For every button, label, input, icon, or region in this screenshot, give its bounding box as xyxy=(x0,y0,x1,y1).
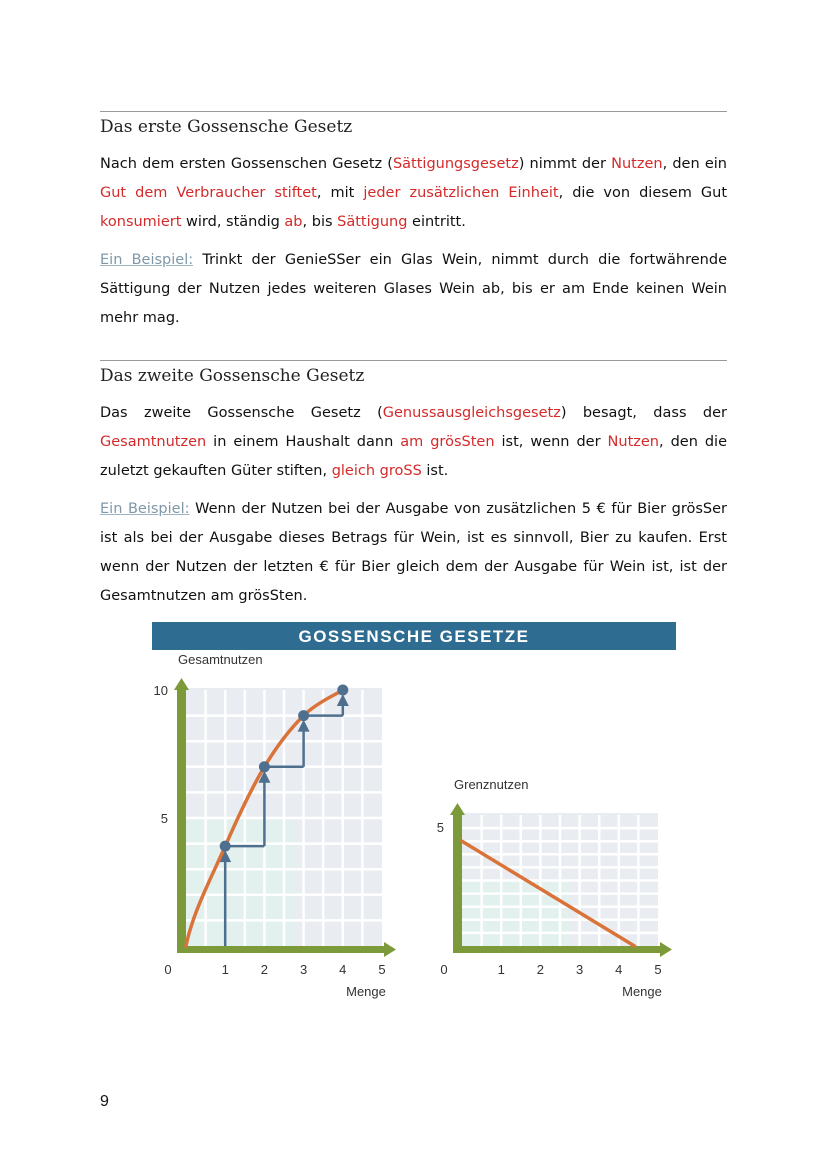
highlighted-term: konsumiert xyxy=(100,214,182,230)
x-tick-label: 5 xyxy=(654,962,662,977)
y-axis-arrowhead xyxy=(450,803,465,815)
paragraph-text: , mit xyxy=(316,185,364,201)
plot-shading xyxy=(462,881,570,947)
paragraph-text: eintritt. xyxy=(407,214,466,230)
plot-shading xyxy=(186,818,294,946)
x-tick-label: 1 xyxy=(221,962,229,977)
x-axis-label: Menge xyxy=(346,984,386,999)
paragraph-text: wird, ständig xyxy=(181,214,285,230)
section-divider-1 xyxy=(100,111,727,112)
highlighted-term: Genussausgleichsgesetz xyxy=(382,405,561,421)
example-text: Trinkt der GenieSSer ein Glas Wein, nimmt durch die fortwährende Sättigung der Nutzen jedes weiteren Glases Wein ab, bis er am Ende keinen Wein mehr mag. xyxy=(100,252,727,326)
paragraph-text: Nach dem ersten Gossenschen Gesetz ( xyxy=(100,156,393,172)
section1-heading: Das erste Gossensche Gesetz xyxy=(100,117,353,137)
y-axis xyxy=(453,813,462,953)
paragraph-text: ist. xyxy=(421,463,449,479)
paragraph-text: ) besagt, dass der xyxy=(560,405,727,421)
section2-paragraph xyxy=(100,399,727,486)
highlighted-term: Sättigung xyxy=(337,214,408,230)
chart-title: Gesamtnutzen xyxy=(178,652,263,667)
paragraph-text: Das zweite Gossensche Gesetz ( xyxy=(100,405,383,421)
y-tick-label: 10 xyxy=(153,683,168,698)
x-tick-label: 3 xyxy=(575,962,584,977)
highlighted-term: am grösSten xyxy=(400,434,495,450)
paragraph-text: , den ein xyxy=(662,156,727,172)
paragraph-text: , die von diesem Gut xyxy=(558,185,728,201)
x-axis xyxy=(177,946,385,953)
x-axis-arrowhead xyxy=(660,942,672,957)
paragraph-text: ) nimmt der xyxy=(518,156,612,172)
x-tick-label: 0 xyxy=(164,962,172,977)
example-label: Ein Beispiel: xyxy=(100,252,194,268)
page-number: 9 xyxy=(100,1093,109,1110)
x-tick-label: 2 xyxy=(260,962,269,977)
highlighted-term: gleich groSS xyxy=(331,463,422,479)
grenznutzen-chart xyxy=(437,777,672,999)
gesamtnutzen-chart xyxy=(154,652,396,999)
paragraph-text: in einem Haushalt dann xyxy=(206,434,401,450)
paragraph-text: , den die zuletzt gekauften Güter stiften, xyxy=(100,434,728,479)
y-tick-label: 5 xyxy=(160,811,168,826)
paragraph-text: ist, wenn der xyxy=(494,434,608,450)
y-axis xyxy=(177,688,186,953)
x-tick-label: 4 xyxy=(615,962,623,977)
x-axis-label: Menge xyxy=(622,984,662,999)
example-text: Wenn der Nutzen bei der Ausgabe von zusätzlichen 5 € für Bier grösSer ist als bei der Ausgabe dieses Betrags für Wein, ist es sinnvoll, Bier zu kaufen. Erst wenn der Nutzen der letzten € für Bier gleich dem der Ausgabe für Wein ist, ist der Gesamtnutzen am grösSten. xyxy=(100,501,727,604)
highlighted-term: Nutzen xyxy=(607,434,659,450)
x-tick-label: 1 xyxy=(497,962,505,977)
highlighted-term: Sättigungsgesetz xyxy=(392,156,519,172)
x-tick-label: 2 xyxy=(536,962,545,977)
highlighted-term: ab xyxy=(284,214,303,230)
data-point xyxy=(298,710,309,721)
figure-title: GOSSENSCHE GESETZE xyxy=(298,627,530,646)
paragraph-text: , bis xyxy=(302,214,338,230)
x-axis-arrowhead xyxy=(384,942,396,957)
x-axis xyxy=(453,946,661,953)
x-tick-label: 0 xyxy=(440,962,448,977)
x-tick-label: 4 xyxy=(339,962,347,977)
data-point xyxy=(259,761,270,772)
section2-example xyxy=(100,495,727,611)
highlighted-term: Gesamtnutzen xyxy=(100,434,207,450)
x-tick-label: 5 xyxy=(378,962,386,977)
section-divider-2 xyxy=(100,360,727,361)
data-point xyxy=(337,685,348,696)
y-axis-arrowhead xyxy=(174,678,189,690)
chart-title: Grenznutzen xyxy=(454,777,529,792)
y-tick-label: 5 xyxy=(436,819,444,835)
example-label: Ein Beispiel: xyxy=(100,501,190,517)
highlighted-term: jeder zusätzlichen Einheit xyxy=(363,185,559,201)
highlighted-term: Nutzen xyxy=(611,156,663,172)
x-tick-label: 3 xyxy=(299,962,308,977)
section1-example xyxy=(100,246,727,333)
section2-heading: Das zweite Gossensche Gesetz xyxy=(100,366,365,386)
data-point xyxy=(220,841,231,852)
highlighted-term: Gut dem Verbraucher stiftet xyxy=(100,185,317,201)
section1-paragraph xyxy=(100,150,727,237)
gossen-laws-figure xyxy=(150,620,680,1010)
